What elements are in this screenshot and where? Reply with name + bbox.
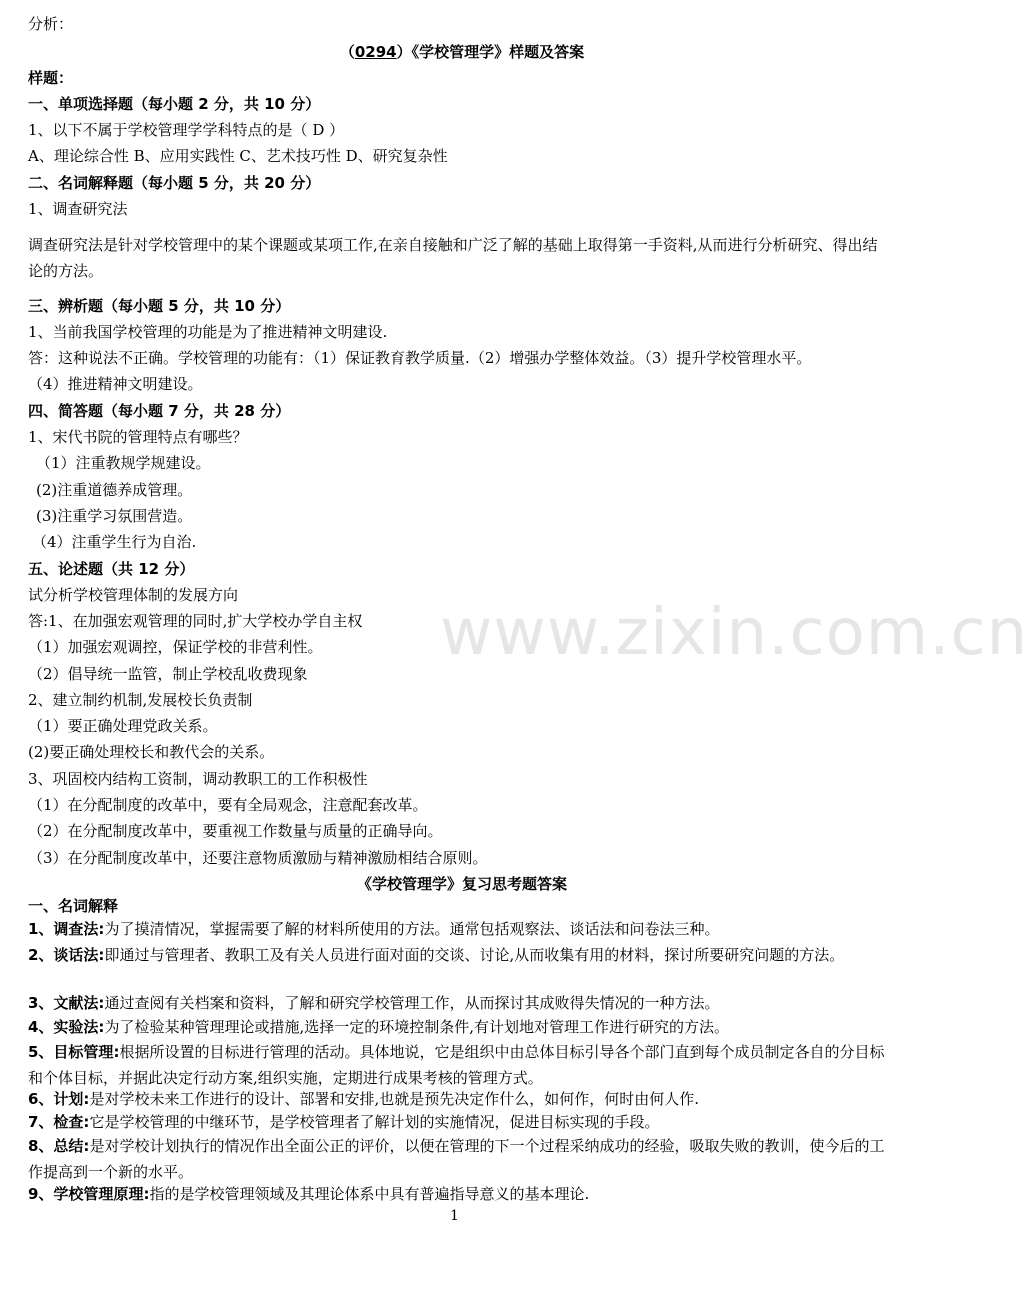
review-section-heading: 一、名词解释 <box>28 897 119 915</box>
term-entry <box>28 1109 892 1135</box>
term-definition: 是对学校未来工作进行的设计、部署和安排,也就是预先决定作什么，如何作，何时由何人作. <box>89 1090 699 1108</box>
term-definition: 是对学校计划执行的情况作出全面公正的评价，以便在管理的下一个过程采纳成功的经验，吸取失败的教训，使今后的工作提高到一个新的水平。 <box>28 1137 885 1181</box>
term-entry <box>28 1181 892 1207</box>
section-2-question: 1、调查研究法 <box>28 200 128 218</box>
term-definition: 通过查阅有关档案和资料，了解和研究学校管理工作，从而探讨其成败得失情况的一种方法。 <box>104 994 720 1012</box>
term-entry <box>28 1014 892 1040</box>
term-label: 8、总结: <box>28 1137 90 1155</box>
paper-title: （0294）《学校管理学》样题及答案 <box>339 43 585 61</box>
term-definition: 为了检验某种管理理论或措施,选择一定的环境控制条件,有计划地对管理工作进行研究的方法。 <box>104 1018 729 1036</box>
watermark: www.zixin.com.cn <box>440 596 1028 670</box>
term-label: 6、计划: <box>28 1090 90 1108</box>
term-entry <box>28 1133 892 1185</box>
section-3-answer-line-1: 答：这种说法不正确。学校管理的功能有：（1）保证教育教学质量.（2）增强办学整体效益。（3）提升学校管理水平。 <box>28 349 812 367</box>
term-definition: 指的是学校管理领域及其理论体系中具有普遍指导意义的基本理论. <box>149 1185 590 1203</box>
section-5-line: （1）在分配制度的改革中，要有全局观念，注意配套改革。 <box>28 796 428 814</box>
term-entry <box>28 916 892 942</box>
section-2-answer: 调查研究法是针对学校管理中的某个课题或某项工作,在亲自接触和广泛了解的基础上取得第一手资料,从而进行分析研究、得出结论的方法。 <box>28 236 878 280</box>
section-2-heading: 二、名词解释题（每小题 5 分，共 20 分） <box>28 174 321 192</box>
section-5-heading: 五、论述题（共 12 分） <box>28 560 195 578</box>
course-code: 0294 <box>354 43 397 61</box>
section-5-line: （2）在分配制度改革中，要重视工作数量与质量的正确导向。 <box>28 822 443 840</box>
term-label: 1、调查法: <box>28 920 105 938</box>
section-4-point-4: （4）注重学生行为自治. <box>32 533 197 551</box>
section-5-line: (2)要正确处理校长和教代会的关系。 <box>28 743 275 761</box>
term-entry <box>28 1039 892 1091</box>
section-5-line: （3）在分配制度改革中，还要注意物质激励与精神激励相结合原则。 <box>28 849 488 867</box>
section-5-line: （2）倡导统一监管，制止学校乱收费现象 <box>28 665 308 683</box>
section-5-line: 2、建立制约机制,发展校长负责制 <box>28 691 253 709</box>
section-1-options: A、理论综合性 B、应用实践性 C、艺术技巧性 D、研究复杂性 <box>28 147 448 165</box>
term-label: 7、检查: <box>28 1113 90 1131</box>
section-4-heading: 四、简答题（每小题 7 分，共 28 分） <box>28 402 291 420</box>
section-3-answer-line-2: （4）推进精神文明建设。 <box>28 375 203 393</box>
term-definition: 根据所设置的目标进行管理的活动。具体地说，它是组织中由总体目标引导各个部门直到每个成员制定各自的分目标和个体目标，并据此决定行动方案,组织实施，定期进行成果考核的管理方式。 <box>28 1043 885 1087</box>
term-label: 2、谈话法: <box>28 946 105 964</box>
page-number: 1 <box>450 1208 459 1224</box>
section-4-point-1: （1）注重教规学规建设。 <box>36 454 211 472</box>
section-5-question: 试分析学校管理体制的发展方向 <box>28 586 239 604</box>
term-entry <box>28 990 892 1016</box>
term-definition: 它是学校管理的中继环节，是学校管理者了解计划的实施情况，促进目标实现的手段。 <box>89 1113 660 1131</box>
section-4-question: 1、宋代书院的管理特点有哪些？ <box>28 428 248 446</box>
section-1-question: 1、以下不属于学校管理学学科特点的是（ D ） <box>28 121 345 139</box>
term-label: 9、学校管理原理: <box>28 1185 150 1203</box>
section-5-line: 3、巩固校内结构工资制，调动教职工的工作积极性 <box>28 770 368 788</box>
section-1-heading: 一、单项选择题（每小题 2 分，共 10 分） <box>28 95 321 113</box>
review-title: 《学校管理学》复习思考题答案 <box>356 875 567 893</box>
samples-label: 样题： <box>28 69 74 87</box>
term-label: 5、目标管理: <box>28 1043 120 1061</box>
term-entry <box>28 942 892 968</box>
term-label: 4、实验法: <box>28 1018 105 1036</box>
section-4-point-2: (2)注重道德养成管理。 <box>36 481 193 499</box>
term-label: 3、文献法: <box>28 994 105 1012</box>
section-5-line: 答:1、在加强宏观管理的同时,扩大学校办学自主权 <box>28 612 363 630</box>
section-3-heading: 三、辨析题（每小题 5 分，共 10 分） <box>28 297 291 315</box>
section-3-question: 1、当前我国学校管理的功能是为了推进精神文明建设. <box>28 323 388 341</box>
section-4-point-3: (3)注重学习氛围营造。 <box>36 507 193 525</box>
term-definition: 为了摸清情况，掌握需要了解的材料所使用的方法。通常包括观察法、谈话法和问卷法三种。 <box>104 920 720 938</box>
paper-title-text: 《学校管理学》样题及答案 <box>411 43 585 61</box>
section-5-line: （1）加强宏观调控，保证学校的非营利性。 <box>28 638 323 656</box>
term-definition: 即通过与管理者、教职工及有关人员进行面对面的交谈、讨论,从而收集有用的材料，探讨所要研究问题的方法。 <box>104 946 845 964</box>
section-5-line: （1）要正确处理党政关系。 <box>28 717 218 735</box>
header-label: 分析： <box>28 15 74 33</box>
